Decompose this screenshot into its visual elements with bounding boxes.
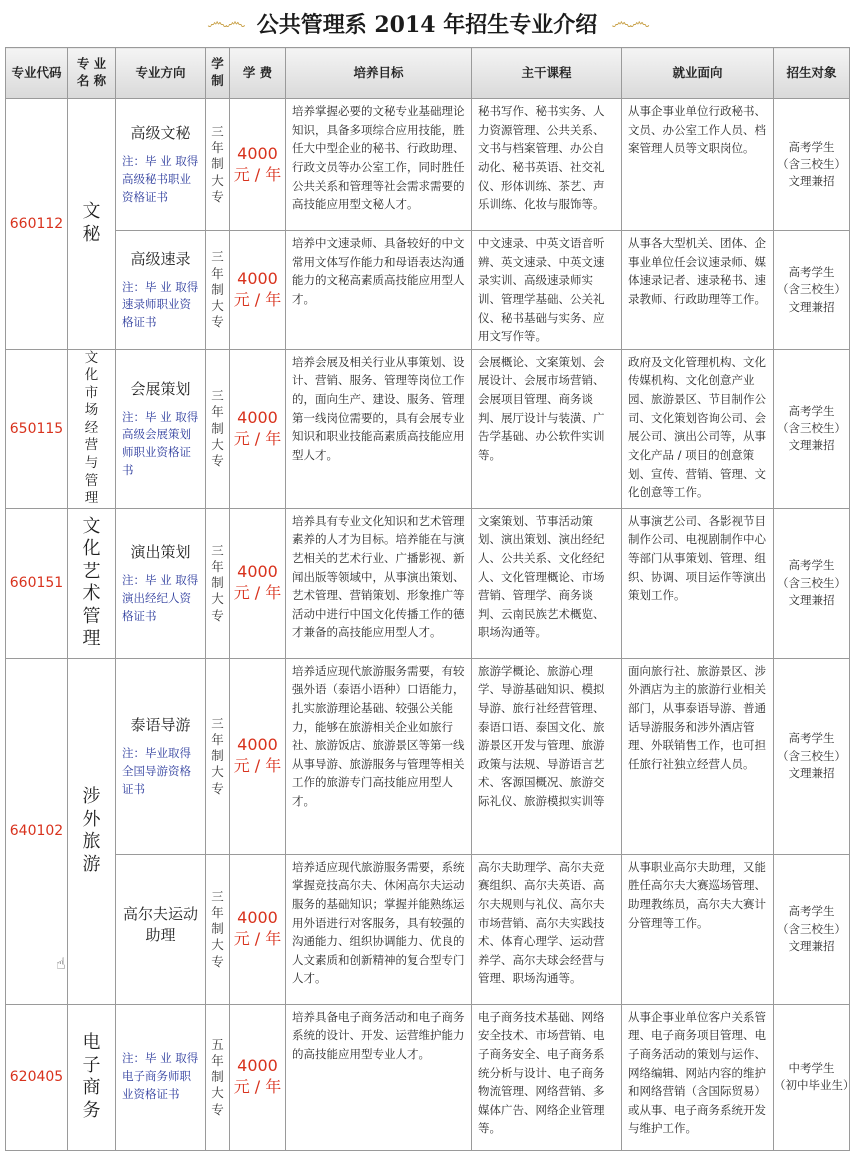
header-cell: 学 制 <box>206 48 230 99</box>
system-cell: 三 年 制 大 专 <box>206 854 230 1004</box>
right-ornament-icon: ෴෴ <box>611 10 647 35</box>
direction-cell <box>116 99 206 231</box>
courses-cell: 会展概论、文案策划、会展设计、会展市场营销、会展项目管理、商务谈判、展厅设计与装潢、广告学基础、办公软件实训等。 <box>472 349 622 508</box>
target-cell: 高考学生 （含三校生） 文理兼招 <box>774 349 850 508</box>
major-name-cell: 文 化 艺 术 管 理 <box>68 508 116 658</box>
target-cell: 高考学生 （含三校生） 文理兼招 <box>774 231 850 350</box>
certificate-note: 注：毕 业 取得演出经纪人资格证书 <box>122 572 199 623</box>
system-cell: 三 年 制 大 专 <box>206 658 230 854</box>
system-cell: 三 年 制 大 专 <box>206 99 230 231</box>
header-cell: 学 费 <box>230 48 286 99</box>
target-cell: 高考学生 （含三校生） 文理兼招 <box>774 508 850 658</box>
title-bar <box>0 0 854 46</box>
certificate-note: 注：毕 业 取得速录师职业资格证书 <box>122 279 199 330</box>
target-cell: 高考学生 （含三校生） 文理兼招 <box>774 854 850 1004</box>
direction-cell <box>116 658 206 854</box>
goal-cell: 培养会展及相关行业从事策划、设计、营销、服务、管理等岗位工作的，面向生产、建设、服务、管理第一线岗位需要的，具有会展专业知识和职业技能高素质高技能应用型人才。 <box>286 349 472 508</box>
goal-cell: 培养中文速录师、具备较好的中文常用文体写作能力和母语表达沟通能力的文秘高素质高技能应用型人才。 <box>286 231 472 350</box>
courses-cell: 电子商务技术基础、网络安全技术、市场营销、电子商务安全、电子商务系统分析与设计、电子商务物流管理、网络营销、多媒体广告、网络企业管理等。 <box>472 1004 622 1150</box>
major-name-cell: 涉 外 旅 游 <box>68 658 116 1004</box>
fee-cell: 4000 元 / 年 <box>230 658 286 854</box>
major-code-cell: 650115 <box>6 349 68 508</box>
target-cell: 高考学生 （含三校生） 文理兼招 <box>774 658 850 854</box>
table-row <box>6 854 850 1004</box>
hand-cursor-icon: ☝ <box>56 954 66 973</box>
certificate-note: 注：毕业取得全国导游资格证书 <box>122 745 191 796</box>
courses-cell: 中文速录、中英文语音听辨、英文速录、中英文速录实训、高级速录师实训、管理学基础、公关礼仪、秘书基础与实务、应用文写作等。 <box>472 231 622 350</box>
direction-cell <box>116 1004 206 1150</box>
direction-title: 高级文秘 <box>130 124 191 143</box>
table-row <box>6 349 850 508</box>
goal-cell: 培养具有专业文化知识和艺术管理素养的人才为目标。培养能在与演艺相关的艺术行业、广播影视、新闻出版等领域中，从事演出策划、艺术管理、营销策划、形象推广等活动中进行中国文化传播工作的德才兼备的高技能应用型人才。 <box>286 508 472 658</box>
header-cell: 专 业 名 称 <box>68 48 116 99</box>
jobs-cell: 从事企事业单位行政秘书、文员、办公室工作人员、档案管理人员等文职岗位。 <box>622 99 774 231</box>
direction-title: 高尔夫运动 助理 <box>122 905 198 945</box>
table-row <box>6 508 850 658</box>
fee-cell: 4000 元 / 年 <box>230 231 286 350</box>
system-cell: 三 年 制 大 专 <box>206 349 230 508</box>
system-cell: 五 年 制 大 专 <box>206 1004 230 1150</box>
major-code-cell: 660151 <box>6 508 68 658</box>
goal-cell: 培养具备电子商务活动和电子商务系统的设计、开发、运营维护能力的高技能应用型专业人才。 <box>286 1004 472 1150</box>
direction-title: 会展策划 <box>130 379 191 398</box>
target-cell: 高考学生 （含三校生） 文理兼招 <box>774 99 850 231</box>
goal-cell: 培养适应现代旅游服务需要，有较强外语（泰语小语种）口语能力，扎实旅游理论基础、较强公关能力，能够在旅游相关企业如旅行社、旅游饭店、旅游景区等第一线从事导游、旅游服务与管理等相关工作的旅游专门高技能应用型人才。 <box>286 658 472 854</box>
system-cell: 三 年 制 大 专 <box>206 231 230 350</box>
table-row <box>6 1004 850 1150</box>
courses-cell: 文案策划、节事活动策划、演出策划、演出经纪人、公共关系、文化经纪人、文化管理概论、市场营销、管理学、商务谈判、云南民族艺术概览、职场沟通等。 <box>472 508 622 658</box>
header-cell: 就业面向 <box>622 48 774 99</box>
fee-cell: 4000 元 / 年 <box>230 349 286 508</box>
fee-cell: 4000 元 / 年 <box>230 854 286 1004</box>
header-cell: 专业代码 <box>6 48 68 99</box>
major-code-cell: 620405 <box>6 1004 68 1150</box>
header-cell: 专业方向 <box>116 48 206 99</box>
direction-cell <box>116 854 206 1004</box>
target-cell: 中考学生 （初中毕业生） <box>774 1004 850 1150</box>
direction-title: 演出策划 <box>130 542 191 561</box>
major-name-cell: 文 秘 <box>68 99 116 350</box>
direction-title: 泰语导游 <box>130 715 191 734</box>
fee-cell: 4000 元 / 年 <box>230 99 286 231</box>
table-row <box>6 231 850 350</box>
jobs-cell: 面向旅行社、旅游景区、涉外酒店为主的旅游行业相关部门，从事泰语导游、普通话导游服务和涉外酒店管理、外联销售工作，也可担任旅行社独立经营人员。 <box>622 658 774 854</box>
direction-title: 高级速录 <box>130 249 191 268</box>
major-code-cell: 660112 <box>6 99 68 350</box>
jobs-cell: 从事演艺公司、各影视节目制作公司、电视剧制作中心等部门从事策划、管理、组织、协调、项目运作等演出策划工作。 <box>622 508 774 658</box>
courses-cell: 高尔夫助理学、高尔夫竞赛组织、高尔夫英语、高尔夫规则与礼仪、高尔夫市场营销、高尔夫实践技术、体育心理学、运动营养学、高尔夫球会经营与管理、职场沟通等。 <box>472 854 622 1004</box>
direction-cell <box>116 231 206 350</box>
certificate-note: 注：毕 业 取得高级会展策划师职业资格证书 <box>122 409 199 478</box>
courses-cell: 旅游学概论、旅游心理学、导游基础知识、模拟导游、旅行社经营管理、泰语口语、泰国文化、旅游景区开发与管理、旅游政策与法规、导游语言艺术、客源国概况、旅游交际礼仪、旅游模拟实训等 <box>472 658 622 854</box>
certificate-note: 注：毕 业 取得电子商务师职业资格证书 <box>122 1051 199 1102</box>
majors-table <box>5 47 854 1151</box>
system-cell: 三 年 制 大 专 <box>206 508 230 658</box>
major-name-cell: 电 子 商 务 <box>68 1004 116 1150</box>
direction-cell <box>116 508 206 658</box>
certificate-note: 注：毕 业 取得高级秘书职业资格证书 <box>122 154 199 204</box>
jobs-cell: 政府及文化管理机构、文化传媒机构、文化创意产业园、旅游景区、节目制作公司、文化策划咨询公司、会展公司、演出公司等，从事文化产品 / 项目的创意策划、宣传、营销、管理、文化创意等工作。 <box>622 349 774 508</box>
header-cell: 培养目标 <box>286 48 472 99</box>
table-row <box>6 99 850 231</box>
goal-cell: 培养掌握必要的文秘专业基础理论知识，具备多项综合应用技能，胜任大中型企业的秘书、行政助理、行政文员等办公室工作，同时胜任公共关系和管理等社会需求需要的高技能应用型文秘人才。 <box>286 99 472 231</box>
jobs-cell: 从事职业高尔夫助理，又能胜任高尔夫大赛巡场管理、助理教练员，高尔夫大赛计分管理等工作。 <box>622 854 774 1004</box>
jobs-cell: 从事各大型机关、团体、企事业单位任会议速录师、媒体速录记者、速录秘书、速录教师、行政助理等工作。 <box>622 231 774 350</box>
page-title: 公共管理系 2014 年招生专业介绍 <box>256 11 598 38</box>
fee-cell: 4000 元 / 年 <box>230 1004 286 1150</box>
left-ornament-icon: ෴෴ <box>207 10 243 35</box>
major-code-cell: 640102 <box>6 658 68 1004</box>
header-cell: 招生对象 <box>774 48 850 99</box>
direction-cell <box>116 349 206 508</box>
major-name-cell: 文 化 市 场 经 营 与 管 理 <box>68 349 116 508</box>
header-cell: 主干课程 <box>472 48 622 99</box>
table-row <box>6 658 850 854</box>
header-row <box>6 48 850 99</box>
fee-cell: 4000 元 / 年 <box>230 508 286 658</box>
courses-cell: 秘书写作、秘书实务、人力资源管理、公共关系、文书与档案管理、办公自动化、秘书英语、社交礼仪、形体训练、茶艺、声乐训练、化妆与服饰等。 <box>472 99 622 231</box>
goal-cell: 培养适应现代旅游服务需要，系统掌握竞技高尔夫、休闲高尔夫运动服务的基础知识；掌握并能熟练运用外语进行对客服务，具有较强的沟通能力、组织协调能力、优良的人文素质和创新精神的复合型专门人才。 <box>286 854 472 1004</box>
jobs-cell: 从事企事业单位客户关系管理、电子商务项目管理、电子商务活动的策划与运作、网络编辑、网站内容的维护和网络营销（含国际贸易）或从事、电子商务系统开发与维护工作。 <box>622 1004 774 1150</box>
